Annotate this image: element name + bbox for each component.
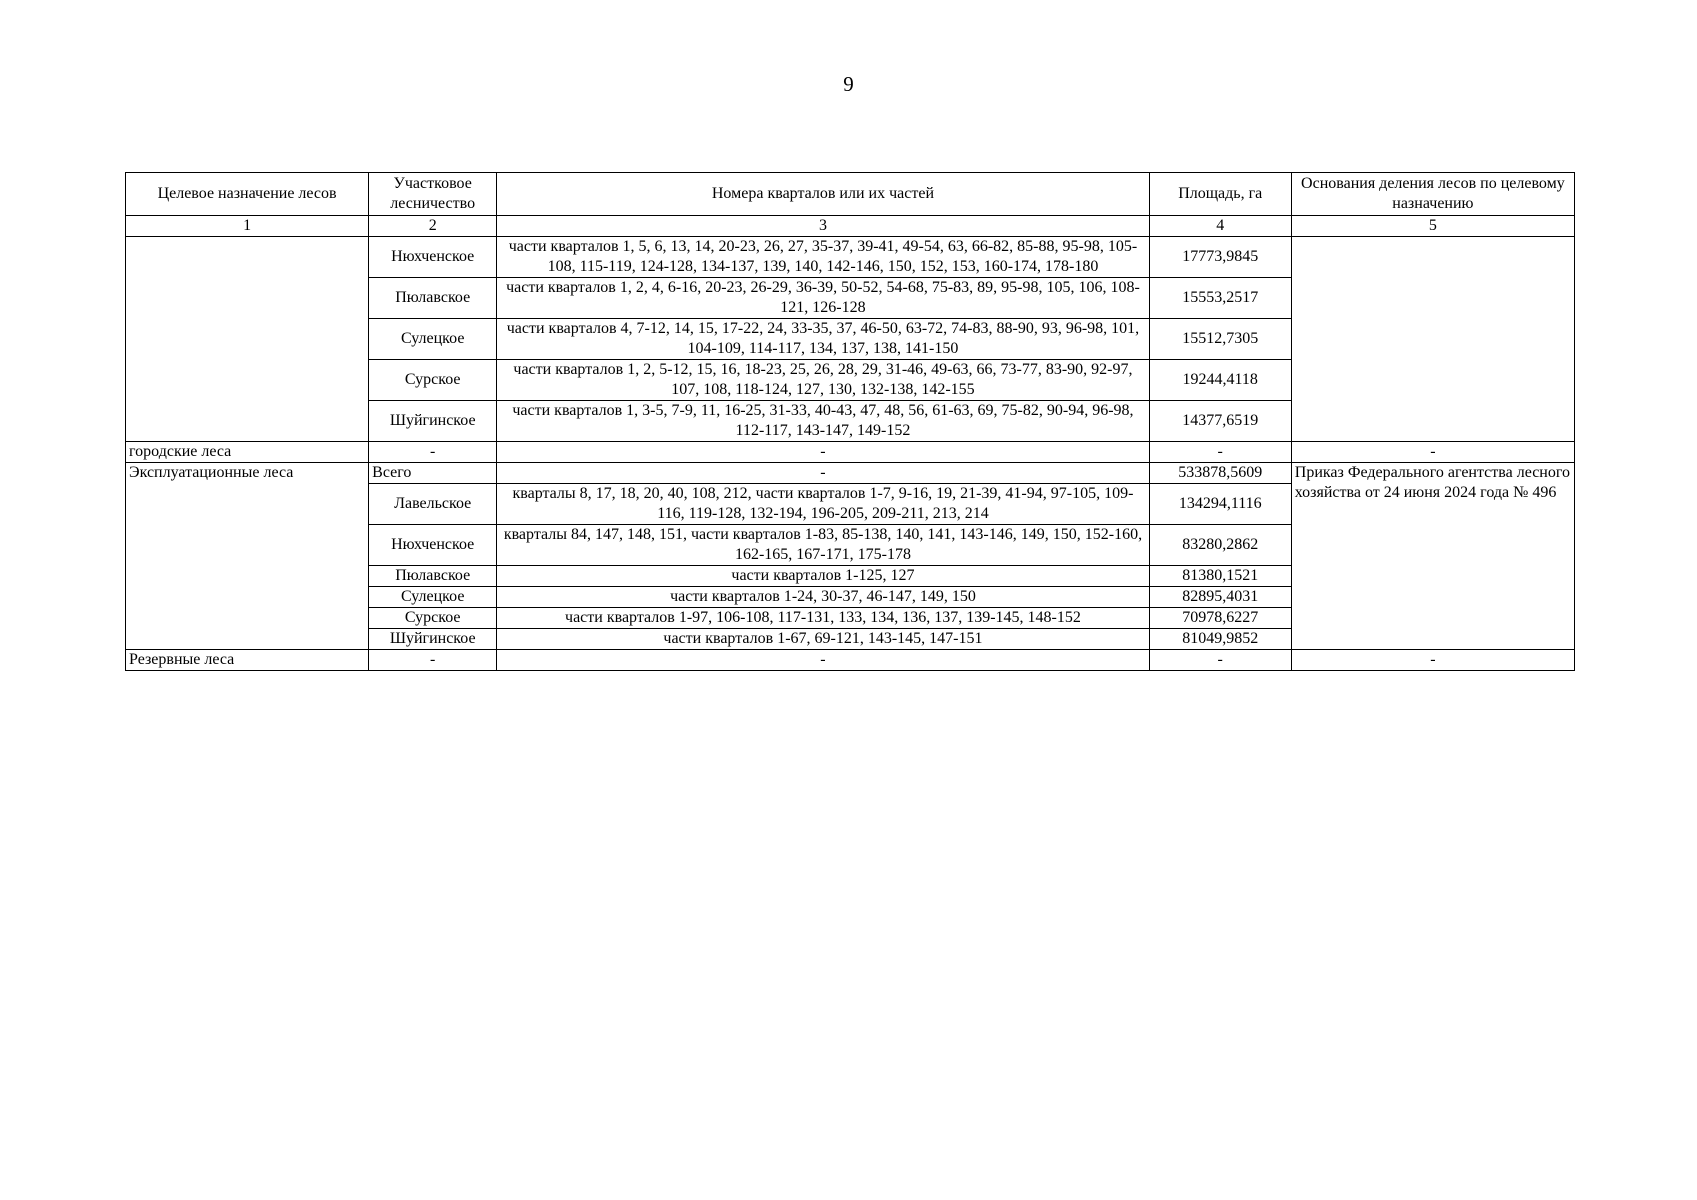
table-row — [126, 237, 1575, 278]
forestry-cell: Сурское — [369, 360, 497, 401]
page-number: 9 — [843, 72, 854, 96]
purpose-cell: Эксплуатационные леса — [126, 463, 369, 650]
forestry-cell: Пюлавское — [369, 566, 497, 587]
header-area: Площадь, га — [1149, 173, 1291, 216]
quarters-cell: части кварталов 1, 3-5, 7-9, 11, 16-25, 31-33, 40-43, 47, 48, 56, 61-63, 69, 75-82, 90-94, 96-98, 112-117, 143-147, 149-152 — [497, 401, 1149, 442]
forestry-cell: Сурское — [369, 608, 497, 629]
column-number-row — [126, 216, 1575, 237]
forestry-cell: Шуйгинское — [369, 629, 497, 650]
purpose-cell-empty — [126, 237, 369, 442]
header-basis: Основания деления лесов по целевому назначению — [1291, 173, 1574, 216]
quarters-cell: части кварталов 4, 7-12, 14, 15, 17-22, 24, 33-35, 37, 46-50, 63-72, 74-83, 88-90, 93, 96-98, 101, 104-109, 114-117, 134, 137, 138, 141-150 — [497, 319, 1149, 360]
forestry-cell: - — [369, 650, 497, 671]
quarters-cell: - — [497, 650, 1149, 671]
forestry-cell: - — [369, 442, 497, 463]
quarters-cell: части кварталов 1-24, 30-37, 46-147, 149, 150 — [497, 587, 1149, 608]
forest-purpose-table — [125, 172, 1575, 671]
forestry-cell: Сулецкое — [369, 319, 497, 360]
forestry-cell: Шуйгинское — [369, 401, 497, 442]
column-number: 1 — [126, 216, 369, 237]
table-row-exploitation-total — [126, 463, 1575, 484]
forestry-cell: Сулецкое — [369, 587, 497, 608]
purpose-cell: городские леса — [126, 442, 369, 463]
purpose-cell: Резервные леса — [126, 650, 369, 671]
table-header-row — [126, 173, 1575, 216]
area-cell: 19244,4118 — [1149, 360, 1291, 401]
basis-cell: - — [1291, 650, 1574, 671]
area-cell: 14377,6519 — [1149, 401, 1291, 442]
quarters-cell: части кварталов 1, 2, 5-12, 15, 16, 18-23, 25, 26, 28, 29, 31-46, 49-63, 66, 73-77, 83-90, 92-97, 107, 108, 118-124, 127, 130, 132-138, 142-155 — [497, 360, 1149, 401]
quarters-cell: части кварталов 1, 2, 4, 6-16, 20-23, 26-29, 36-39, 50-52, 54-68, 75-83, 89, 95-98, 105, 106, 108-121, 126-128 — [497, 278, 1149, 319]
quarters-cell: кварталы 8, 17, 18, 20, 40, 108, 212, части кварталов 1-7, 9-16, 19, 21-39, 41-94, 97-105, 109-116, 119-128, 132-194, 196-205, 209-211, 213, 214 — [497, 484, 1149, 525]
area-cell: 533878,5609 — [1149, 463, 1291, 484]
area-cell: 70978,6227 — [1149, 608, 1291, 629]
quarters-cell: части кварталов 1, 5, 6, 13, 14, 20-23, 26, 27, 35-37, 39-41, 49-54, 63, 66-82, 85-88, 95-98, 105-108, 115-119, 124-128, 134-137, 139, 140, 142-146, 150, 152, 153, 160-174, 178-180 — [497, 237, 1149, 278]
area-cell: 82895,4031 — [1149, 587, 1291, 608]
header-purpose: Целевое назначение лесов — [126, 173, 369, 216]
quarters-cell: - — [497, 463, 1149, 484]
forestry-cell: Нюхченское — [369, 525, 497, 566]
area-cell: 134294,1116 — [1149, 484, 1291, 525]
area-cell: 81380,1521 — [1149, 566, 1291, 587]
area-cell: - — [1149, 442, 1291, 463]
quarters-cell: части кварталов 1-67, 69-121, 143-145, 147-151 — [497, 629, 1149, 650]
quarters-cell: кварталы 84, 147, 148, 151, части кварталов 1-83, 85-138, 140, 141, 143-146, 149, 150, 152-160, 162-165, 167-171, 175-178 — [497, 525, 1149, 566]
column-number: 2 — [369, 216, 497, 237]
column-number: 4 — [1149, 216, 1291, 237]
table-row-reserve — [126, 650, 1575, 671]
area-cell: - — [1149, 650, 1291, 671]
basis-cell: Приказ Федерального агентства лесного хозяйства от 24 июня 2024 года № 496 — [1291, 463, 1574, 650]
basis-cell-empty — [1291, 237, 1574, 442]
quarters-cell: - — [497, 442, 1149, 463]
column-number: 5 — [1291, 216, 1574, 237]
area-cell: 83280,2862 — [1149, 525, 1291, 566]
area-cell: 15553,2517 — [1149, 278, 1291, 319]
area-cell: 81049,9852 — [1149, 629, 1291, 650]
header-forestry: Участковое лесничество — [369, 173, 497, 216]
area-cell: 15512,7305 — [1149, 319, 1291, 360]
forestry-cell: Всего — [369, 463, 497, 484]
area-cell: 17773,9845 — [1149, 237, 1291, 278]
forestry-cell: Нюхченское — [369, 237, 497, 278]
header-quarters: Номера кварталов или их частей — [497, 173, 1149, 216]
forestry-cell: Пюлавское — [369, 278, 497, 319]
table-row-city-forests — [126, 442, 1575, 463]
quarters-cell: части кварталов 1-125, 127 — [497, 566, 1149, 587]
column-number: 3 — [497, 216, 1149, 237]
quarters-cell: части кварталов 1-97, 106-108, 117-131, 133, 134, 136, 137, 139-145, 148-152 — [497, 608, 1149, 629]
basis-cell: - — [1291, 442, 1574, 463]
forestry-cell: Лавельское — [369, 484, 497, 525]
